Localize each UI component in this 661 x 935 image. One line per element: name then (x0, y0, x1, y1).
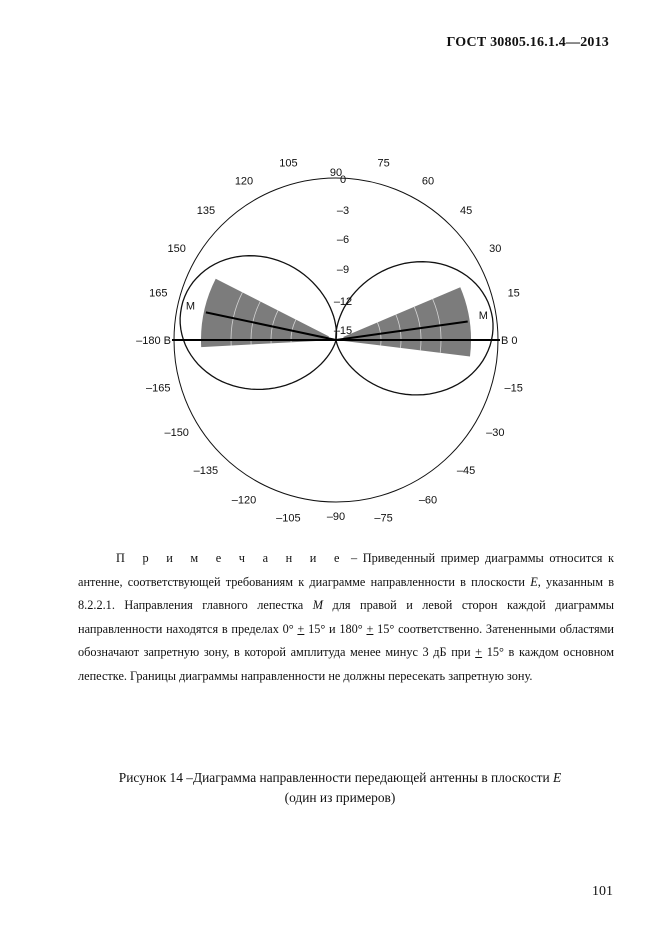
document-standard-header: ГОСТ 30805.16.1.4—2013 (446, 35, 609, 50)
angle-label: 60 (421, 175, 435, 188)
angle-label: 150 (167, 243, 186, 255)
caption-symbol-e: E (553, 770, 562, 785)
note-text-6: 15° в каждом основном лепестке. Границы диаграммы направленности не должны пересекать запретную зону. (78, 645, 614, 683)
figure-caption (60, 768, 620, 808)
note-symbol-e: E (530, 574, 538, 589)
angle-label: 105 (279, 157, 298, 170)
note-text-5: 15° соответственно. Затененными областями обозначают запретную зону, в которой амплитуда менее минус 3 дБ при (78, 621, 614, 660)
caption-line-1: Рисунок 14 –Диаграмма направленности передающей антенны в плоскости (118, 770, 554, 785)
angle-label: –150 (164, 427, 189, 439)
angle-label: –30 (486, 427, 505, 439)
note-text-1: Приведенный пример диаграммы относится к антенне, соответствующей требованиям к диаграмме направленности в плоскости (78, 551, 615, 589)
angle-label: 135 (196, 204, 216, 217)
note-text-2: , указанным в 8.2.2.1. Направления главного лепестка (78, 574, 615, 613)
db-label: –3 (336, 205, 350, 217)
angle-label: 75 (377, 157, 390, 170)
note-symbol-m: M (312, 598, 324, 613)
angle-label: В 0 (501, 335, 518, 347)
note-text-4: 15° и 180° (304, 621, 367, 636)
angle-label: –135 (193, 465, 219, 478)
db-label: –15 (333, 325, 353, 337)
page-number: 101 (592, 884, 613, 899)
angle-label: 165 (149, 287, 168, 300)
angle-label: 30 (489, 243, 502, 255)
caption-line-2: (один из примеров) (284, 790, 396, 805)
note-paragraph (78, 547, 614, 689)
angle-label: –165 (146, 382, 171, 395)
note-plusminus-2: + (366, 621, 374, 636)
note-plusminus-3: + (475, 645, 483, 660)
angle-label: –15 (504, 382, 523, 395)
note-plusminus-1: + (297, 621, 305, 636)
angle-label: 45 (459, 204, 473, 217)
angle-label: –105 (276, 512, 301, 525)
forbidden-zone-left (201, 279, 329, 347)
angle-label: –60 (418, 494, 438, 507)
note-text-3: для правой и левой сторон каждой диаграммы направленности находятся в пределах 0° (78, 598, 615, 636)
main-lobe-label-right: М (478, 310, 488, 323)
angle-label: –180 В (136, 335, 171, 347)
angle-label: 120 (234, 175, 254, 188)
note-lead: П р и м е ч а н и е (116, 551, 346, 565)
angle-label: 90 (329, 167, 343, 179)
angle-label: –90 (326, 511, 346, 523)
db-label: –6 (336, 234, 350, 246)
db-label: –9 (336, 264, 350, 276)
angle-label: 15 (507, 287, 520, 300)
db-label: –12 (333, 296, 353, 308)
angle-label: –120 (231, 494, 257, 507)
angle-label: –45 (456, 465, 476, 478)
main-lobe-label-left: М (185, 300, 195, 313)
angle-label: –75 (374, 512, 393, 525)
db-label: 0 (339, 174, 347, 186)
note-dash: – (345, 551, 363, 565)
forbidden-zone-right (343, 287, 471, 356)
